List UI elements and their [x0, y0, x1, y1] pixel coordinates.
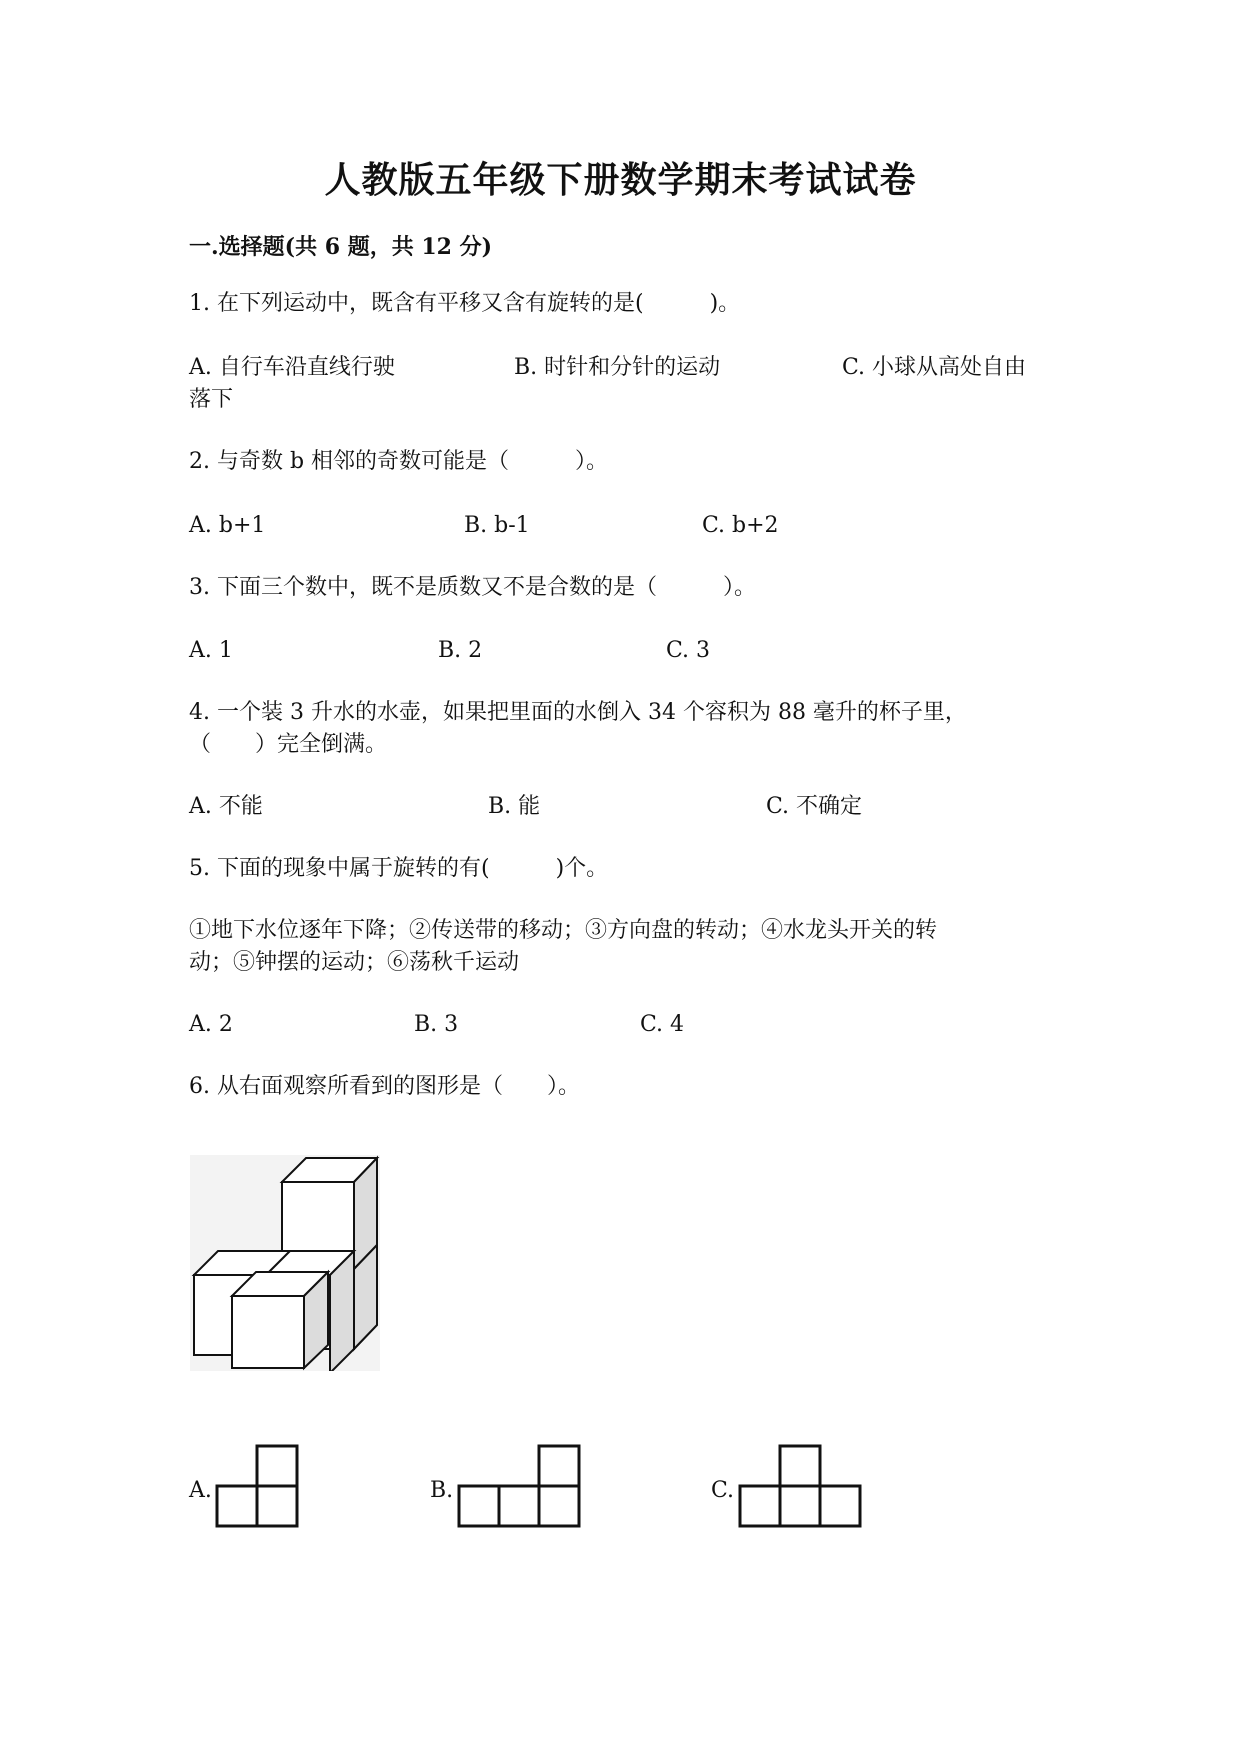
question-5-option-a: A. 2: [189, 1012, 233, 1037]
question-4-option-a: A. 不能: [189, 794, 263, 819]
question-2-stem: 2. 与奇数 b 相邻的奇数可能是（ ）。: [189, 449, 609, 474]
question-4-option-b: B. 能: [488, 794, 541, 819]
question-3-option-b: B. 2: [438, 638, 483, 663]
question-6-stem: 6. 从右面观察所看到的图形是（ ）。: [189, 1074, 580, 1099]
question-4-stem-line-2: （ ）完全倒满。: [189, 732, 388, 757]
section-heading: 一.选择题(共 6 题，共 12 分): [189, 234, 493, 260]
question-2-option-c: C. b+2: [702, 513, 779, 538]
question-1-option-b: B. 时针和分针的运动: [514, 355, 721, 380]
cube-stack-figure: [190, 1155, 380, 1371]
question-3-option-a: A. 1: [189, 638, 233, 663]
question-3-option-c: C. 3: [666, 638, 711, 663]
question-2-option-b: B. b-1: [464, 513, 530, 538]
question-6-option-a-label: A.: [189, 1478, 212, 1503]
question-5-detail-line-1: ①地下水位逐年下降；②传送带的移动；③方向盘的转动；④水龙头开关的转: [189, 918, 938, 943]
question-5-detail-line-2: 动；⑤钟摆的运动；⑥荡秋千运动: [189, 950, 520, 975]
question-3-stem: 3. 下面三个数中，既不是质数又不是合数的是（ ）。: [189, 575, 756, 600]
question-5-stem: 5. 下面的现象中属于旋转的有( )个。: [189, 856, 609, 881]
question-4-option-c: C. 不确定: [766, 794, 863, 819]
page-title: 人教版五年级下册数学期末考试试卷: [324, 159, 917, 201]
question-2-option-a: A. b+1: [189, 513, 266, 538]
question-6-option-c-figure: [737, 1444, 863, 1528]
question-6-option-c-label: C.: [711, 1478, 735, 1503]
question-6-option-a-figure: [214, 1444, 300, 1528]
question-1-option-c-continued: 落下: [189, 387, 234, 412]
question-5-option-b: B. 3: [414, 1012, 459, 1037]
question-6-option-b-label: B.: [430, 1478, 454, 1503]
question-1-stem: 1. 在下列运动中，既含有平移又含有旋转的是( )。: [189, 291, 741, 316]
question-4-stem-line-1: 4. 一个装 3 升水的水壶，如果把里面的水倒入 34 个容积为 88 毫升的杯子里，: [189, 700, 967, 725]
question-5-option-c: C. 4: [640, 1012, 685, 1037]
question-6-option-b-figure: [456, 1444, 582, 1528]
question-1-option-c: C. 小球从高处自由: [842, 355, 1027, 380]
question-1-option-a: A. 自行车沿直线行驶: [189, 355, 395, 380]
